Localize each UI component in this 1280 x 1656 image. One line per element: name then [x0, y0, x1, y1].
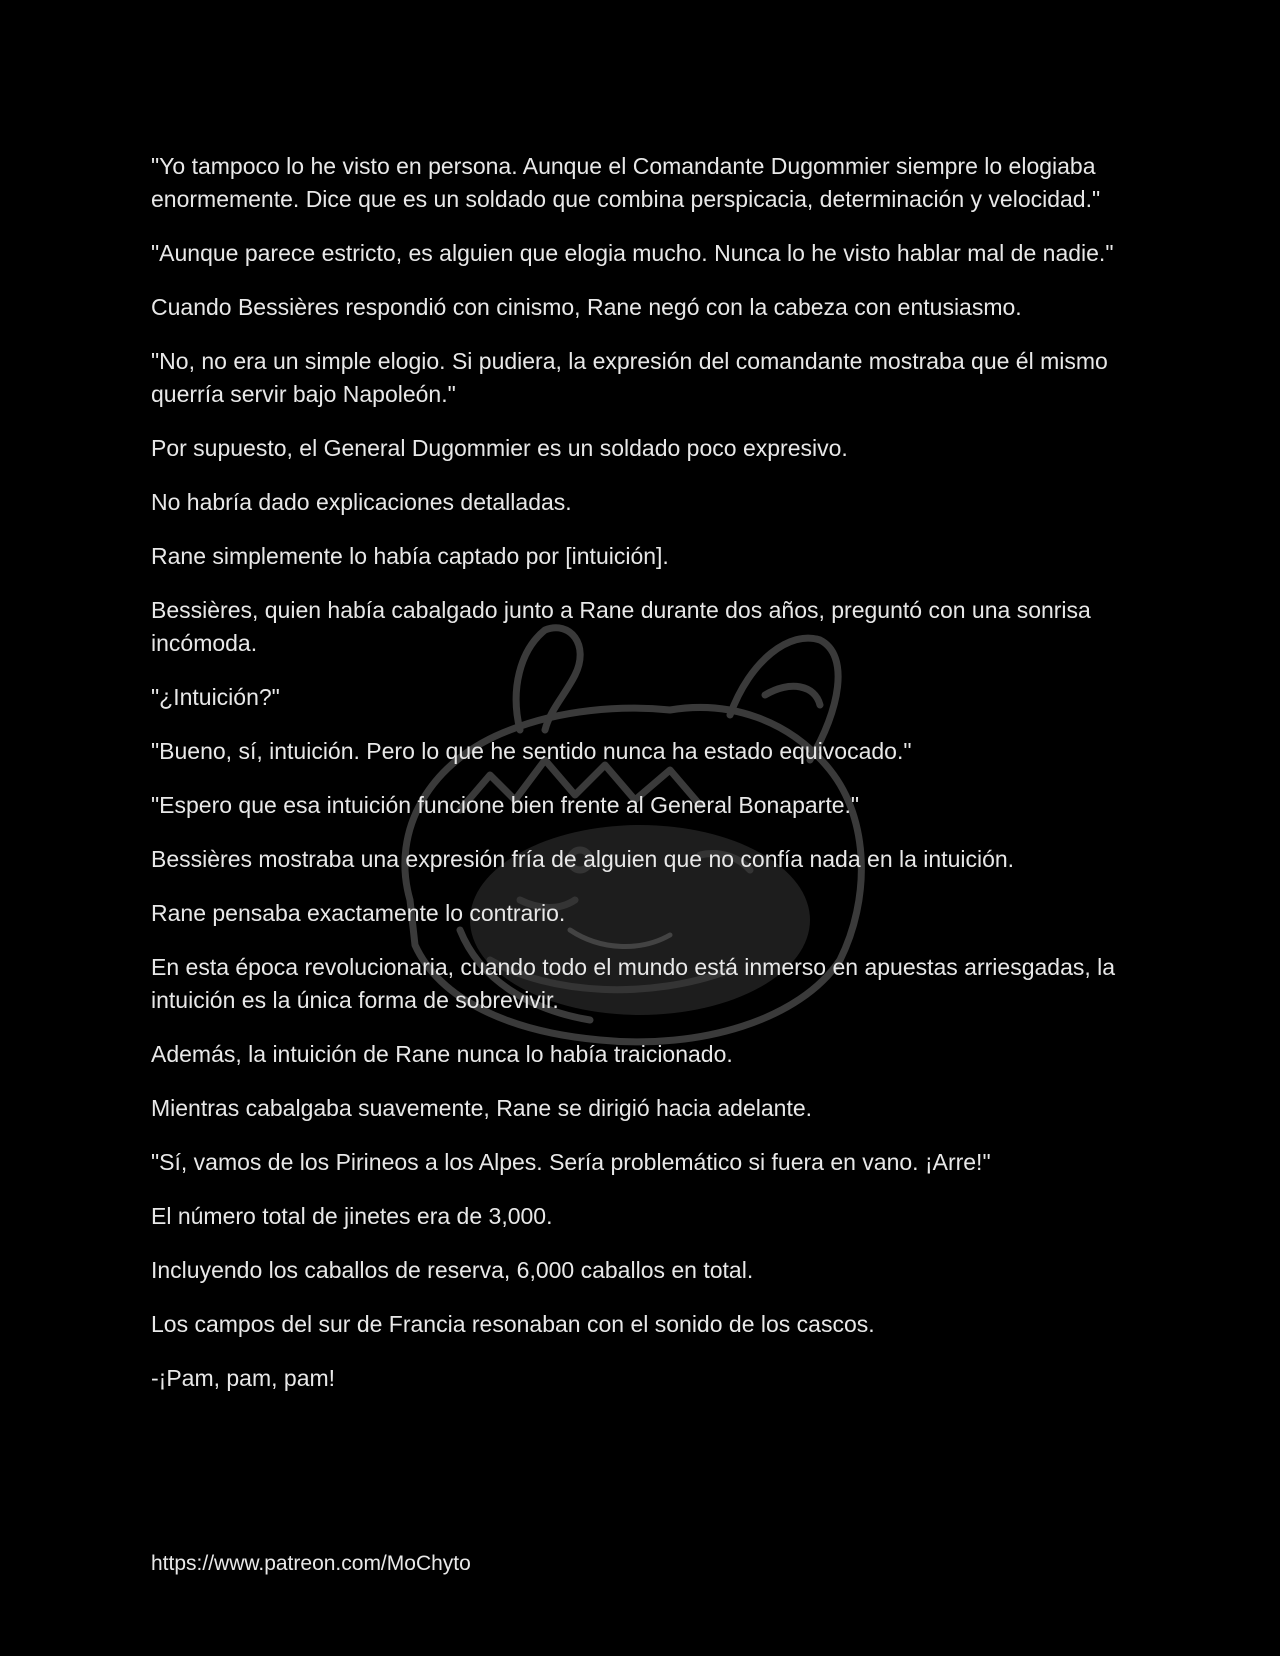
paragraph: "Aunque parece estricto, es alguien que elogia mucho. Nunca lo he visto hablar mal de nadie." — [151, 240, 1114, 266]
chapter-text — [151, 150, 1131, 1416]
paragraph: Rane pensaba exactamente lo contrario. — [151, 900, 566, 926]
paragraph: Cuando Bessières respondió con cinismo, Rane negó con la cabeza con entusiasmo. — [151, 294, 1022, 320]
paragraph: Rane simplemente lo había captado por [intuición]. — [151, 543, 669, 569]
paragraph: "No, no era un simple elogio. Si pudiera, la expresión del comandante mostraba que él mismo querría servir bajo Napoleón." — [151, 348, 1108, 407]
paragraph: Mientras cabalgaba suavemente, Rane se dirigió hacia adelante. — [151, 1095, 813, 1121]
paragraph: "Espero que esa intuición funcione bien frente al General Bonaparte." — [151, 792, 860, 818]
paragraph: -¡Pam, pam, pam! — [151, 1365, 336, 1391]
paragraph: "Bueno, sí, intuición. Pero lo que he sentido nunca ha estado equivocado." — [151, 738, 912, 764]
paragraph: Los campos del sur de Francia resonaban con el sonido de los cascos. — [151, 1311, 875, 1337]
paragraph: El número total de jinetes era de 3,000. — [151, 1203, 553, 1229]
paragraph: Bessières, quien había cabalgado junto a Rane durante dos años, preguntó con una sonrisa incómoda. — [151, 597, 1091, 656]
paragraph: "¿Intuición?" — [151, 684, 280, 710]
paragraph: En esta época revolucionaria, cuando todo el mundo está inmerso en apuestas arriesgadas, la intuición es la única forma de sobrevivir. — [151, 954, 1116, 1013]
paragraph: No habría dado explicaciones detalladas. — [151, 489, 572, 515]
paragraph: Incluyendo los caballos de reserva, 6,000 caballos en total. — [151, 1257, 754, 1283]
paragraph: Además, la intuición de Rane nunca lo había traicionado. — [151, 1041, 733, 1067]
patreon-link[interactable]: https://www.patreon.com/MoChyto — [151, 1552, 471, 1575]
paragraph: Bessières mostraba una expresión fría de alguien que no confía nada en la intuición. — [151, 846, 1015, 872]
paragraph: "Sí, vamos de los Pirineos a los Alpes. Sería problemático si fuera en vano. ¡Arre!" — [151, 1149, 991, 1175]
paragraph: "Yo tampoco lo he visto en persona. Aunque el Comandante Dugommier siempre lo elogiaba enormemente. Dice que es un soldado que combina perspicacia, determinación y velocidad." — [151, 153, 1101, 212]
paragraph: Por supuesto, el General Dugommier es un soldado poco expresivo. — [151, 435, 848, 461]
